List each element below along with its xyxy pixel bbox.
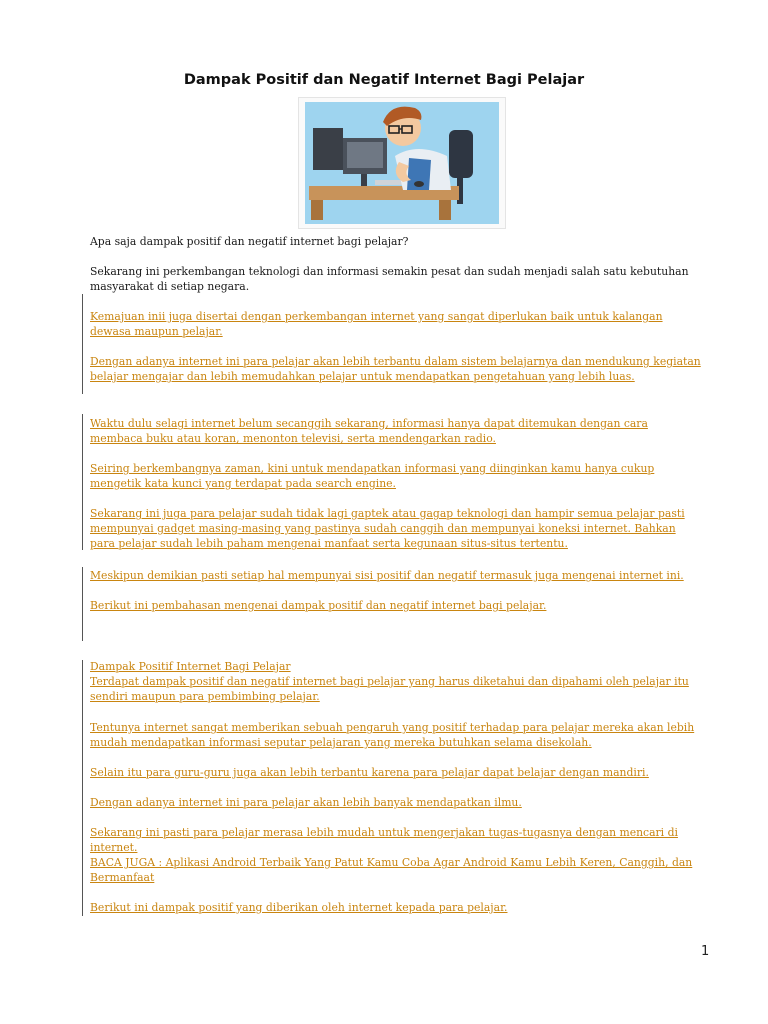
revision-bar bbox=[82, 567, 83, 641]
link-paragraph[interactable]: Kemajuan inii juga disertai dengan perkembangan internet yang sangat diperlukan baik untuk kalangan dewasa maupun pelajar. bbox=[90, 310, 663, 338]
baca-juga-link[interactable]: BACA JUGA : Aplikasi Android Terbaik Yang Patut Kamu Coba Agar Android Kamu Lebih Keren, Canggih, dan Bermanfaat bbox=[90, 856, 693, 884]
link-paragraph[interactable]: Tentunya internet sangat memberikan sebuah pengaruh yang positif terhadap para pelajar mereka akan lebih mudah mendapatkan informasi seputar pelajaran yang mereka butuhkan selama disekolah. bbox=[90, 721, 695, 749]
person-at-computer-illustration bbox=[299, 98, 505, 228]
link-paragraph[interactable]: Sekarang ini pasti para pelajar merasa lebih mudah untuk mengerjakan tugas-tugasnya dengan mencari di internet. bbox=[90, 826, 678, 854]
page-title: Dampak Positif dan Negatif Internet Bagi Pelajar bbox=[183, 72, 585, 88]
link-paragraph[interactable]: Meskipun demikian pasti setiap hal mempunyai sisi positif dan negatif termasuk juga mengenai internet ini. bbox=[90, 569, 684, 582]
link-paragraph[interactable]: Waktu dulu selagi internet belum secanggih sekarang, informasi hanya dapat ditemukan dengan cara membaca buku atau koran, menonton televisi, serta mendengarkan radio. bbox=[90, 417, 648, 445]
page-number: 1 bbox=[701, 944, 710, 959]
illustration-image bbox=[298, 97, 506, 229]
link-paragraph[interactable]: Dengan adanya internet ini para pelajar akan lebih banyak mendapatkan ilmu. bbox=[90, 796, 522, 809]
link-paragraph[interactable]: Terdapat dampak positif dan negatif internet bagi pelajar yang harus diketahui dan dipahami oleh pelajar itu sendiri maupun para pembimbing pelajar. bbox=[90, 675, 689, 703]
link-paragraph[interactable]: Seiring berkembangnya zaman, kini untuk mendapatkan informasi yang diinginkan kamu hanya cukup mengetik kata kunci yang terdapat pada search engine. bbox=[90, 462, 655, 490]
link-paragraph[interactable]: Selain itu para guru-guru juga akan lebih terbantu karena para pelajar dapat belajar dengan mandiri. bbox=[90, 766, 649, 779]
link-paragraph[interactable]: Sekarang ini juga para pelajar sudah tidak lagi gaptek atau gagap teknologi dan hampir semua pelajar pasti mempunyai gadget masing-masing yang pastinya sudah canggih dan mempunyai koneksi internet. Bahkan para pelajar sudah lebih paham mengenai manfaat serta kegunaan situs-situs tertentu. bbox=[90, 507, 685, 550]
link-paragraph[interactable]: Berikut ini dampak positif yang diberikan oleh internet kepada para pelajar. bbox=[90, 901, 508, 914]
link-paragraph[interactable]: Berikut ini pembahasan mengenai dampak positif dan negatif internet bagi pelajar. bbox=[90, 599, 547, 612]
revision-bar bbox=[82, 660, 83, 916]
revision-bar bbox=[82, 414, 83, 550]
revision-bar bbox=[82, 294, 83, 394]
section-heading-link[interactable]: Dampak Positif Internet Bagi Pelajar bbox=[90, 660, 291, 673]
link-paragraph[interactable]: Dengan adanya internet ini para pelajar akan lebih terbantu dalam sistem belajarnya dan mendukung kegiatan belajar mengajar dan lebih memudahkan pelajar untuk mendapatkan pengetahuan yang lebih luas. bbox=[90, 355, 701, 383]
intro-paragraph: Sekarang ini perkembangan teknologi dan informasi semakin pesat dan sudah menjadi salah satu kebutuhan masyarakat di setiap negara. bbox=[90, 265, 689, 293]
intro-question: Apa saja dampak positif dan negatif internet bagi pelajar? bbox=[90, 235, 409, 248]
